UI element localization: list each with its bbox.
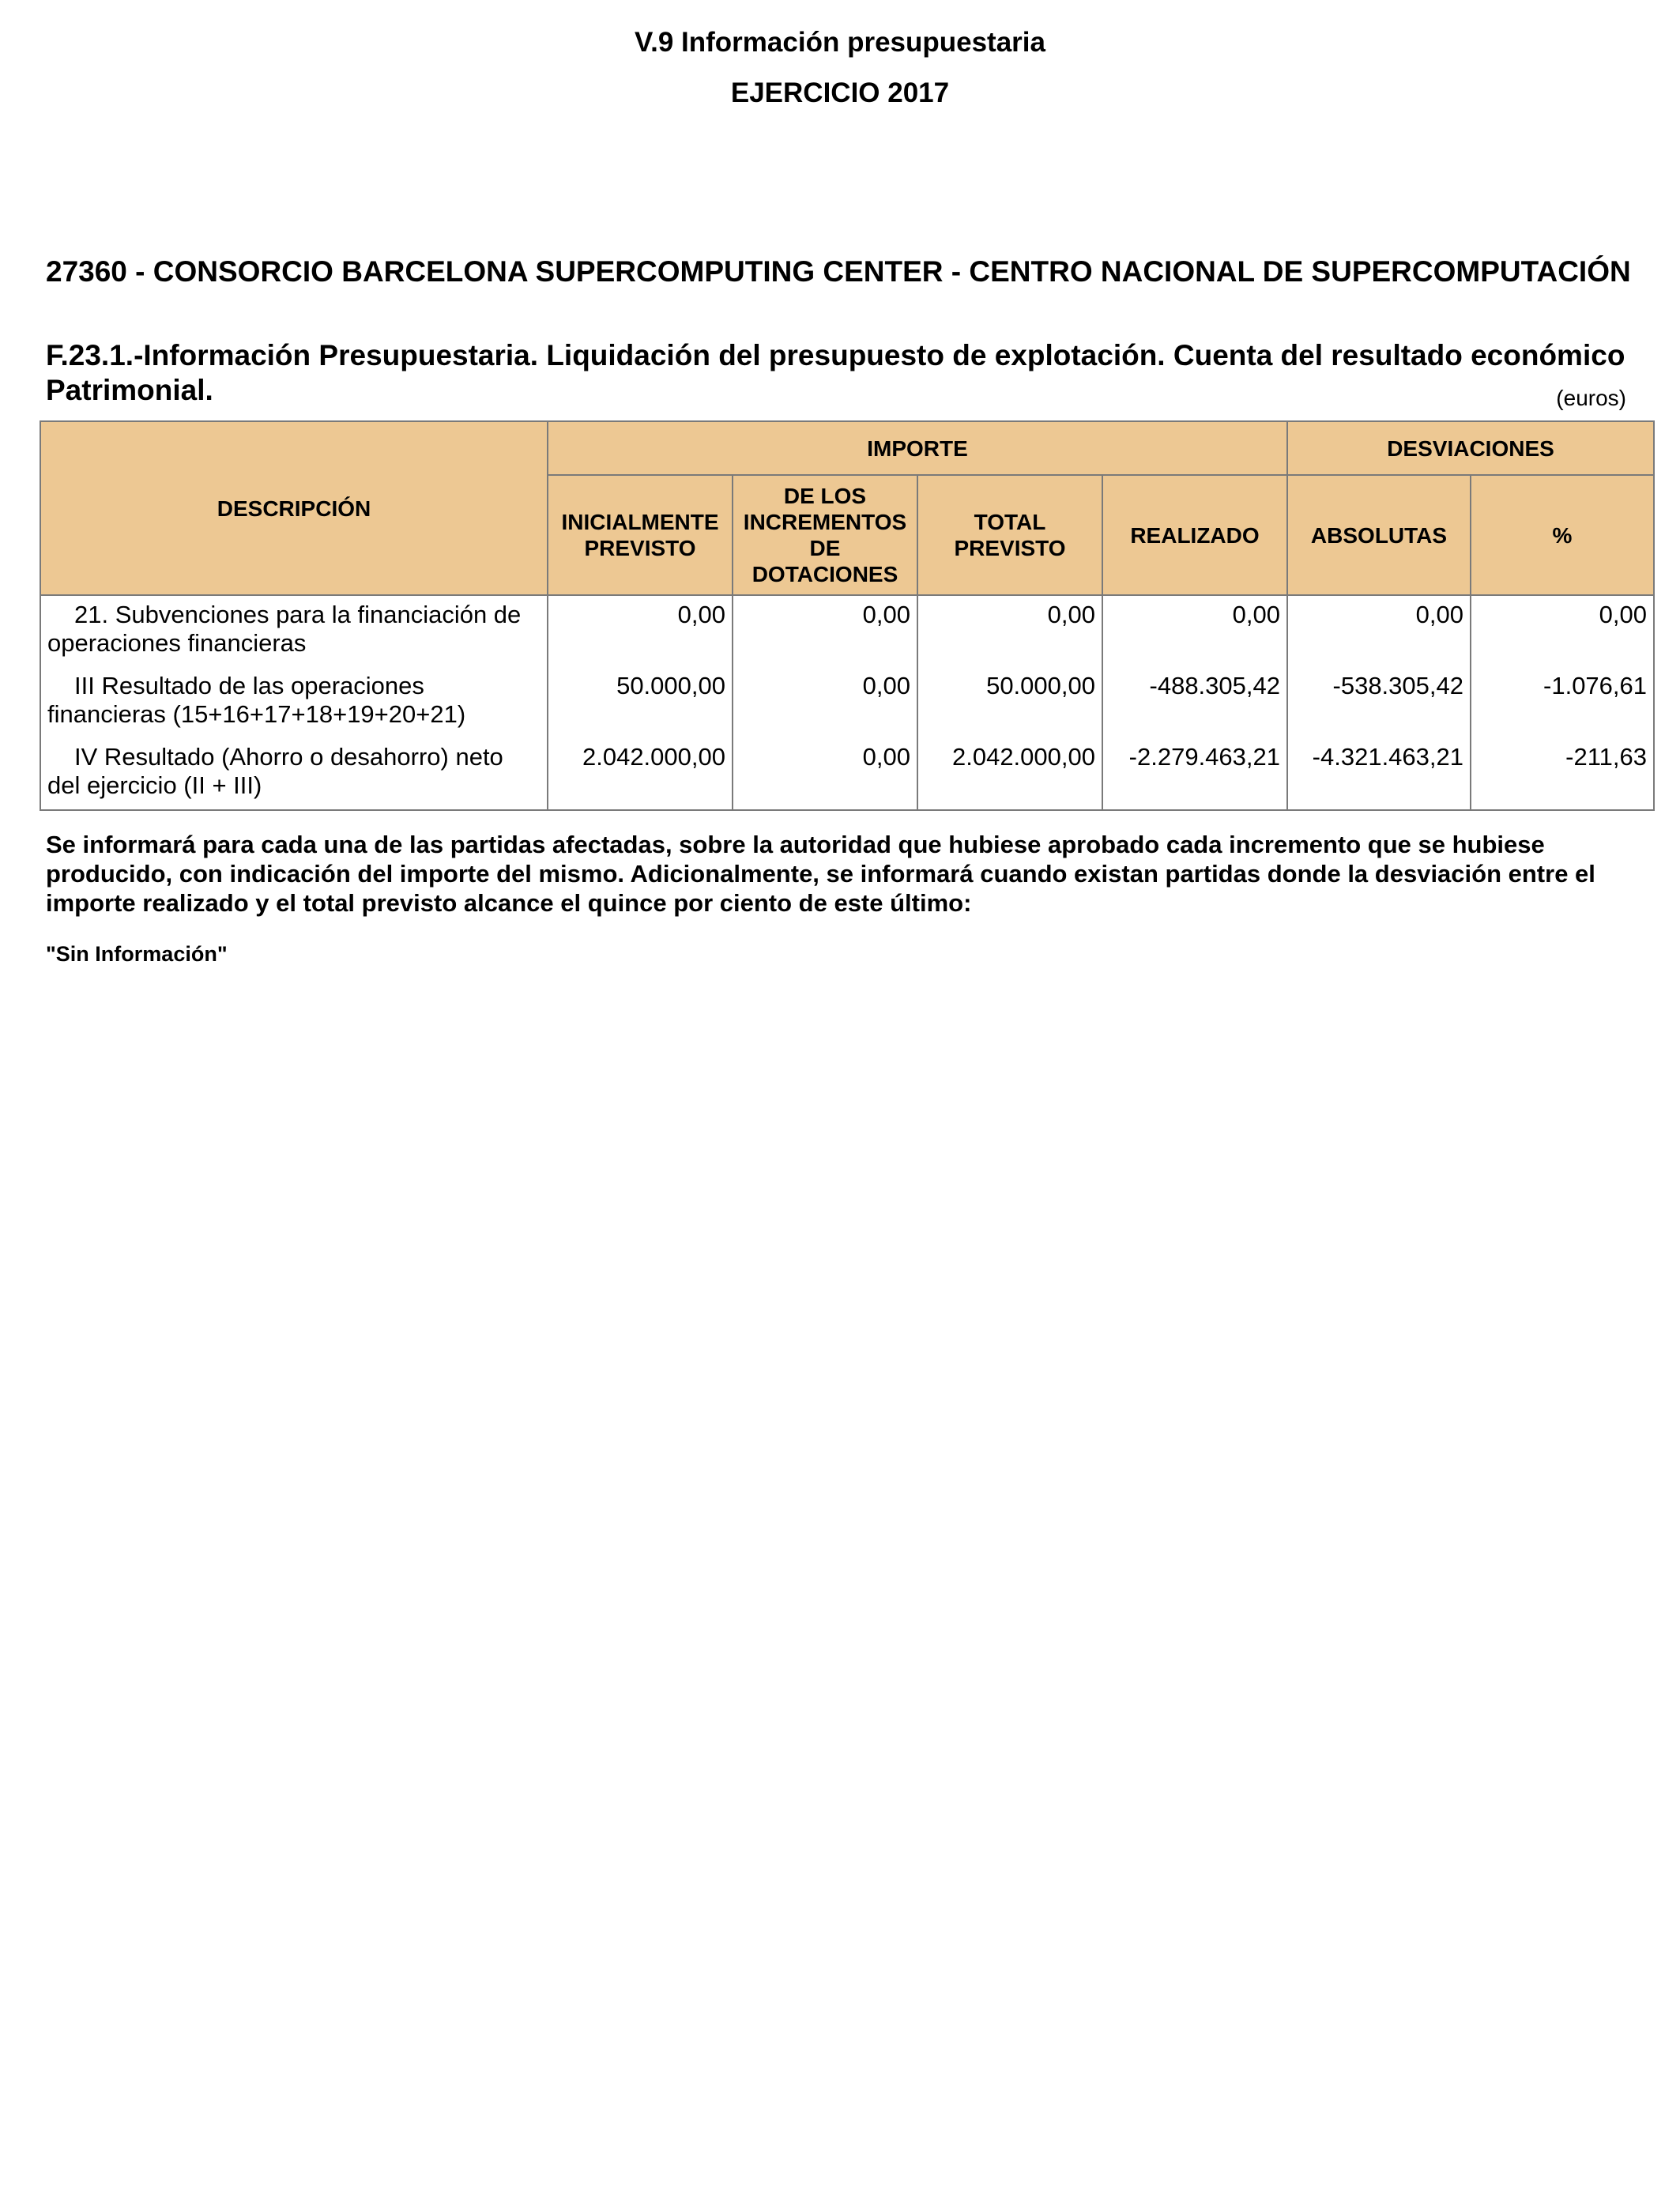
column-header-incrementos: DE LOS INCREMENTOS DE DOTACIONES <box>733 475 917 595</box>
column-header-descripcion: DESCRIPCIÓN <box>40 421 548 595</box>
group-header-importe: IMPORTE <box>548 421 1287 475</box>
column-header-realizado: REALIZADO <box>1102 475 1287 595</box>
form-title: F.23.1.-Información Presupuestaria. Liquidación del presupuesto de explotación. Cuenta del resultado económico Patrimonial. <box>46 339 1625 406</box>
cell-absolutas: 0,00 <box>1287 595 1471 667</box>
column-header-total-previsto: TOTAL PREVISTO <box>917 475 1102 595</box>
cell-absolutas: -538.305,42 <box>1287 667 1471 738</box>
cell-porcentaje: 0,00 <box>1471 595 1654 667</box>
cell-porcentaje: -1.076,61 <box>1471 667 1654 738</box>
explanatory-note: Se informará para cada una de las partidas afectadas, sobre la autoridad que hubiese aprobado cada incremento que se hubiese producido, con indicación del importe del mismo. Adicionalmente, se informará cuando existan partidas donde la desviación entre el importe realizado y el total previsto alcance el quince por ciento de este último: <box>46 831 1595 917</box>
table-row <box>40 738 1654 810</box>
cell-absolutas: -4.321.463,21 <box>1287 738 1471 810</box>
cell-descripcion: III Resultado de las operaciones financieras (15+16+17+18+19+20+21) <box>40 667 548 738</box>
fiscal-year-title: EJERCICIO 2017 <box>730 77 950 108</box>
budget-table <box>40 420 1655 811</box>
cell-porcentaje: -211,63 <box>1471 738 1654 810</box>
cell-incrementos: 0,00 <box>733 667 917 738</box>
group-header-desviaciones: DESVIACIONES <box>1287 421 1654 475</box>
cell-realizado: -488.305,42 <box>1102 667 1287 738</box>
cell-inicialmente-previsto: 50.000,00 <box>548 667 733 738</box>
cell-total-previsto: 2.042.000,00 <box>917 738 1102 810</box>
cell-realizado: -2.279.463,21 <box>1102 738 1287 810</box>
no-information-text: "Sin Información" <box>46 942 228 966</box>
page-title: V.9 Información presupuestaria <box>635 27 1045 58</box>
cell-inicialmente-previsto: 2.042.000,00 <box>548 738 733 810</box>
cell-descripcion: IV Resultado (Ahorro o desahorro) neto del ejercicio (II + III) <box>40 738 548 810</box>
cell-total-previsto: 0,00 <box>917 595 1102 667</box>
column-header-porcentaje: % <box>1471 475 1654 595</box>
cell-total-previsto: 50.000,00 <box>917 667 1102 738</box>
table-row <box>40 595 1654 667</box>
cell-incrementos: 0,00 <box>733 738 917 810</box>
entity-title: 27360 - CONSORCIO BARCELONA SUPERCOMPUTING CENTER - CENTRO NACIONAL DE SUPERCOMPUTACIÓN <box>46 255 1631 288</box>
units-label: (euros) <box>1556 386 1626 410</box>
cell-descripcion: 21. Subvenciones para la financiación de operaciones financieras <box>40 595 548 667</box>
cell-realizado: 0,00 <box>1102 595 1287 667</box>
column-header-absolutas: ABSOLUTAS <box>1287 475 1471 595</box>
table-row <box>40 667 1654 738</box>
column-header-inicialmente-previsto: INICIALMENTE PREVISTO <box>548 475 733 595</box>
cell-inicialmente-previsto: 0,00 <box>548 595 733 667</box>
cell-incrementos: 0,00 <box>733 595 917 667</box>
